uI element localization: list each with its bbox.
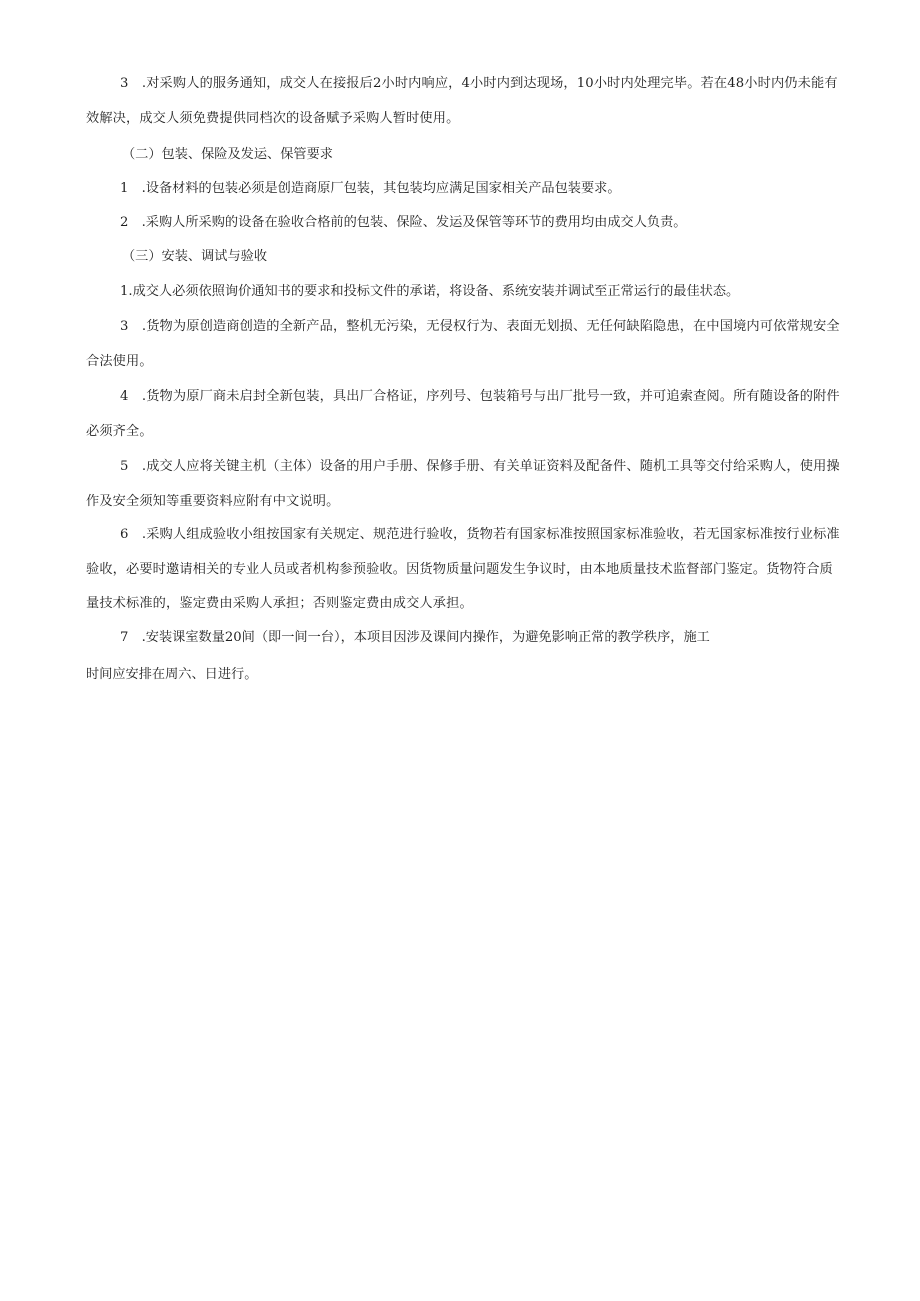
paragraph-installation-3: 3 .货物为原创造商创造的全新产品，整机无污染，无侵权行为、表面无划损、无任何缺陷隐患，在中国境内可依常规安全合法使用。 — [86, 319, 840, 369]
paragraph-installation-6: 6 .采购人组成验收小组按国家有关规定、规范进行验收，货物若有国家标准按照国家标准验收，若无国家标准按行业标准验收，必要时邀请相关的专业人员或者机构参预验收。因货物质量问题发生争议时，由本地质量技术监督部门鉴定。货物符合质量技术标准的，鉴定费由采购人承担；否则鉴定费由成交人承担。 — [86, 527, 840, 611]
paragraph-packaging-2: 2 .采购人所采购的设备在验收合格前的包装、保险、发运及保管等环节的费用均由成交人负责。 — [120, 215, 687, 230]
paragraph-installation-4: 4 .货物为原厂商未启封全新包装，具出厂合格证，序列号、包装箱号与出厂批号一致，并可追索查阅。所有随设备的附件必须齐全。 — [86, 389, 840, 439]
paragraph-packaging-1: 1 .设备材料的包装必须是创造商原厂包装，其包装均应满足国家相关产品包装要求。 — [120, 181, 621, 196]
paragraph-installation-7: 7 .安装课室数量20间（即一间一台），本项目因涉及课间内操作，为避免影响正常的教学秩序，施工 — [120, 630, 710, 645]
paragraph-installation-7-continued: 时间应安排在周六、日进行。 — [86, 667, 258, 682]
paragraph-service-notice: 3 .对采购人的服务通知，成交人在接报后2小时内响应，4小时内到达现场，10小时内处理完毕。若在48小时内仍未能有效解决，成交人须免费提供同档次的设备赋予采购人暂时使用。 — [86, 76, 838, 126]
paragraph-installation-5: 5 .成交人应将关键主机（主体）设备的用户手册、保修手册、有关单证资料及配备件、随机工具等交付给采购人，使用操作及安全须知等重要资料应附有中文说明。 — [86, 459, 840, 509]
section-heading-installation: （三）安装、调试与验收 — [122, 249, 268, 264]
paragraph-installation-1: 1.成交人必须依照询价通知书的要求和投标文件的承诺，将设备、系统安装并调试至正常运行的最佳状态。 — [120, 284, 740, 299]
section-heading-packaging: （二）包装、保险及发运、保管要求 — [122, 147, 333, 162]
